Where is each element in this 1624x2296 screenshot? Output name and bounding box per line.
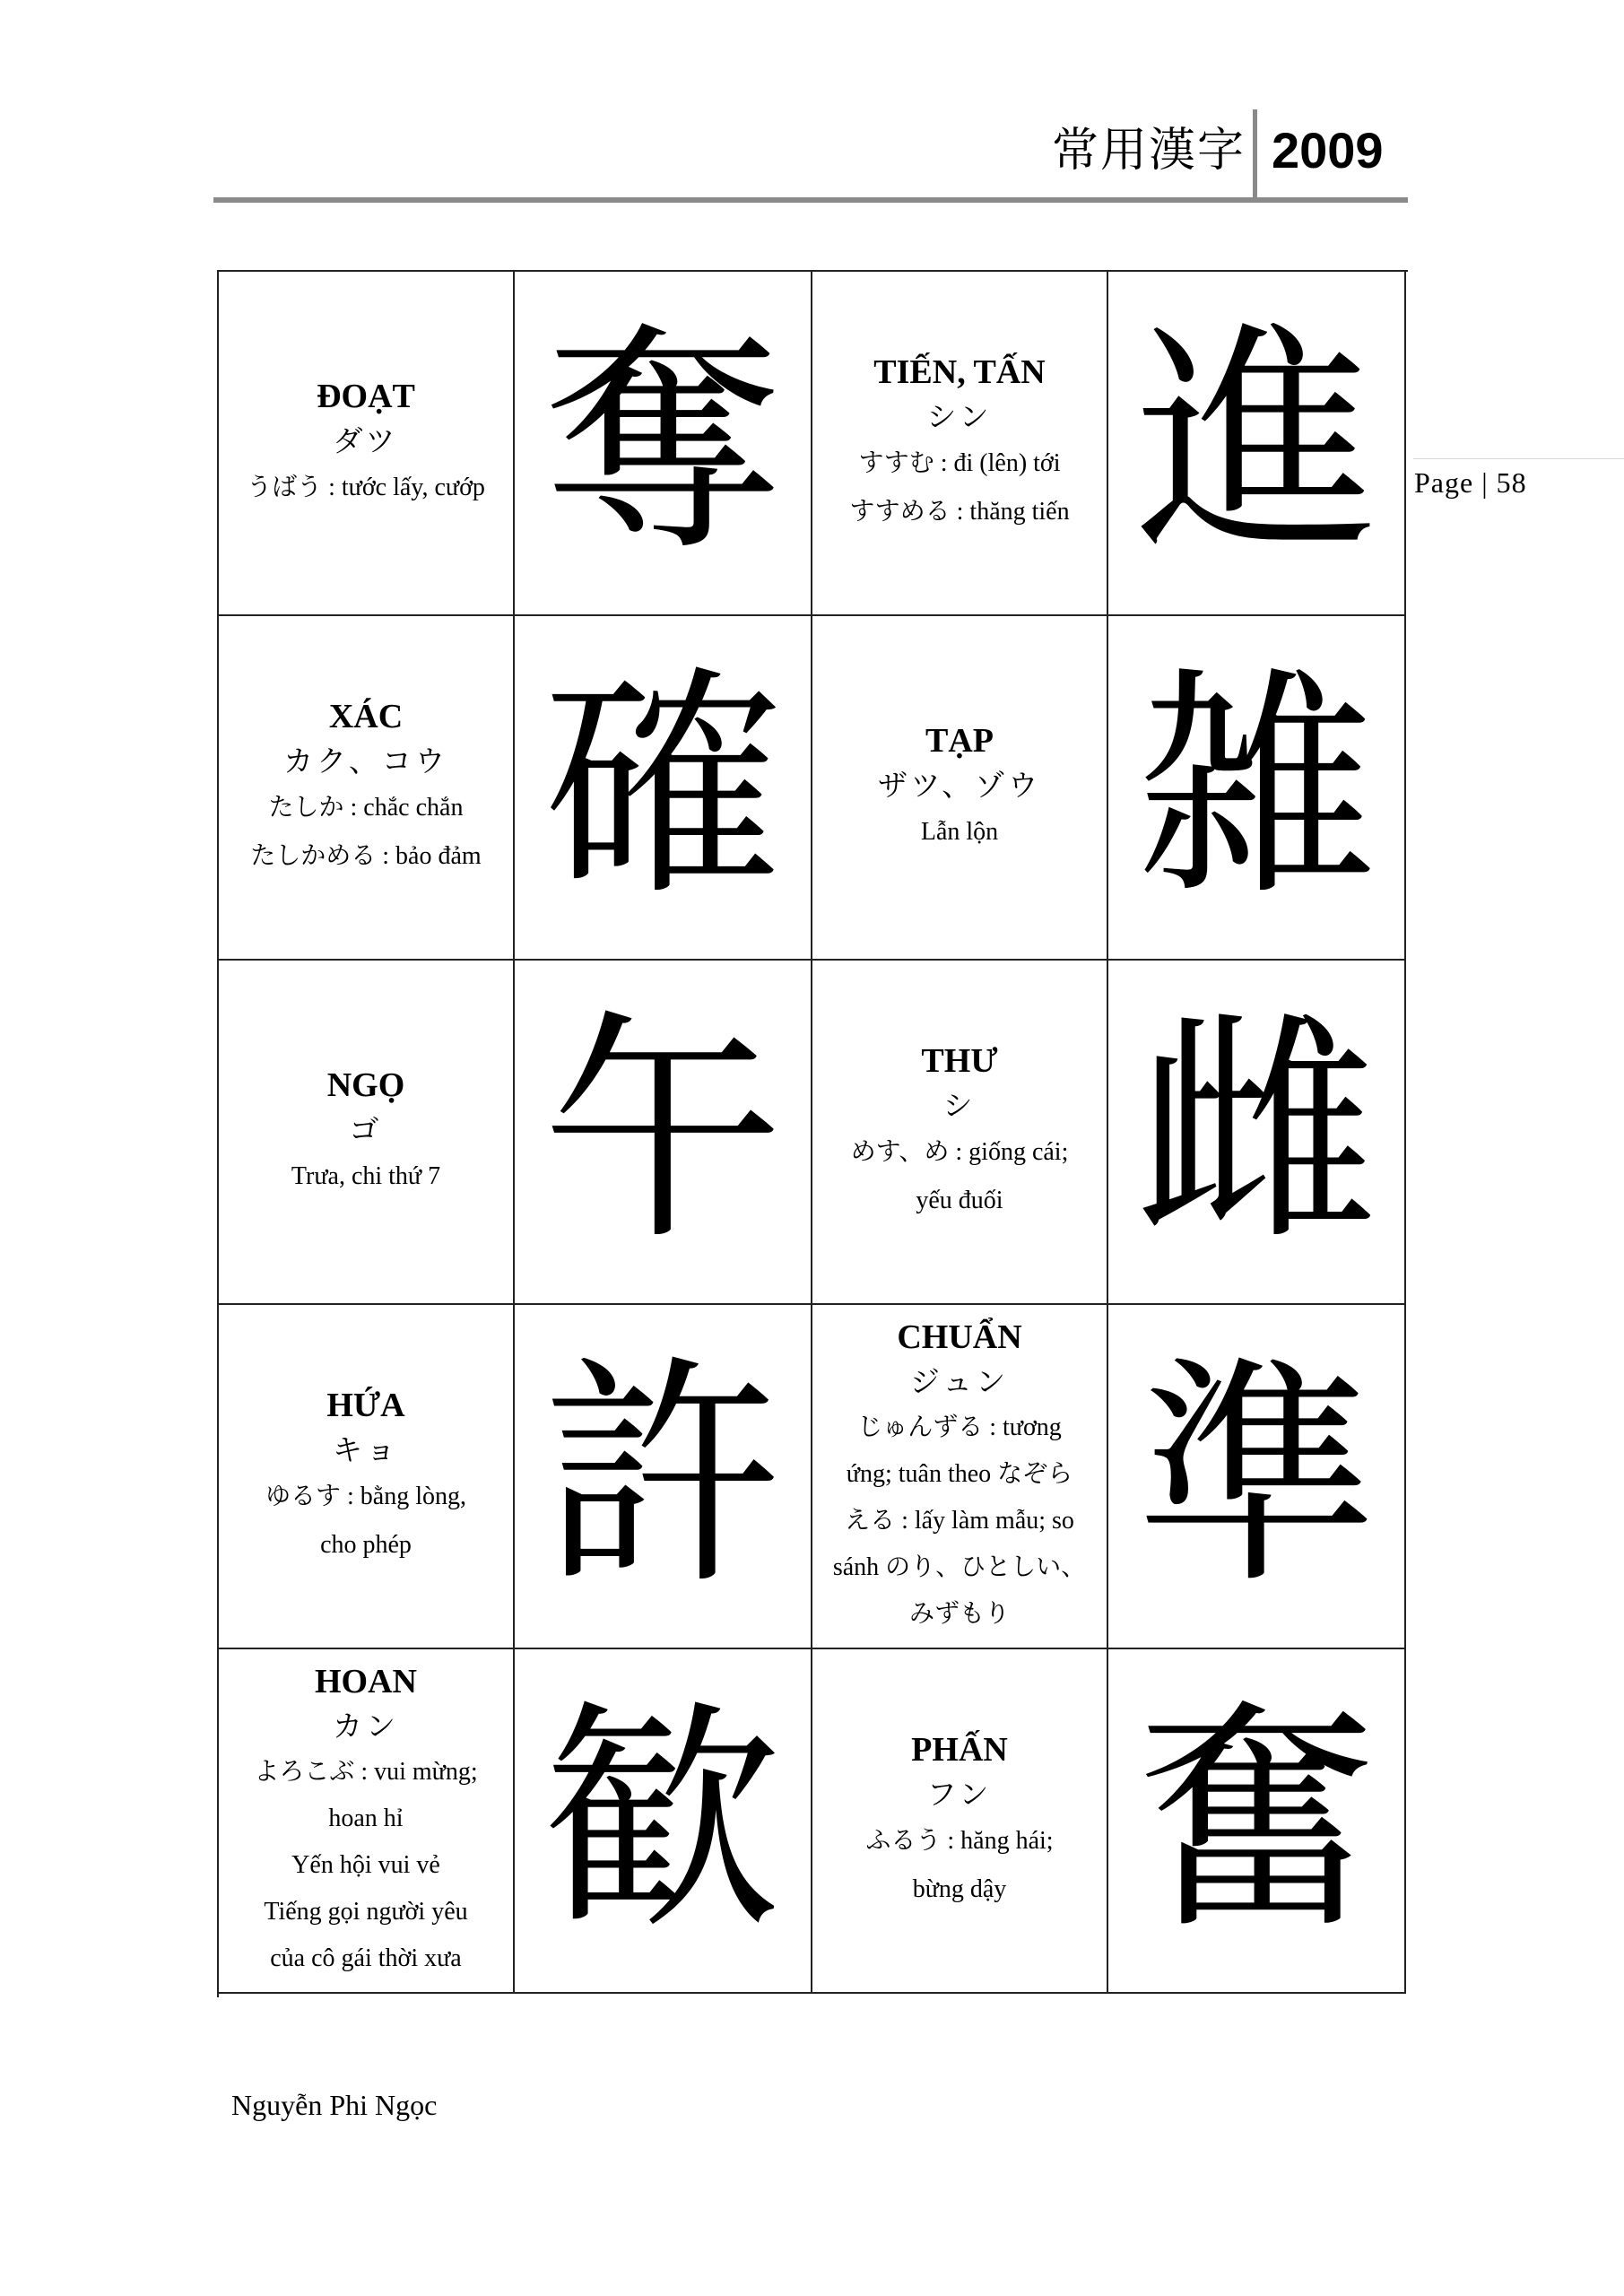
kun-reading-meaning: Trưa, chi thứ 7	[291, 1162, 441, 1190]
kanji-character-cell	[515, 961, 812, 1305]
on-reading: キョ	[333, 1432, 399, 1467]
kun-reading-meaning: じゅんずる : tương ứng; tuân theo なぞら える : lấy làm mẫu; so sánh のり、ひとしい、 みずもり	[832, 1413, 1087, 1628]
kanji-character-cell	[1108, 1649, 1406, 1994]
sino-vietnamese-reading: HOAN	[315, 1663, 417, 1700]
kanji-info-cell	[812, 272, 1108, 616]
sino-vietnamese-reading: PHẤN	[911, 1731, 1008, 1769]
kanji-character-cell	[515, 272, 812, 616]
kanji-character: 準	[1135, 1335, 1377, 1617]
page-header	[0, 0, 1624, 206]
kanji-info-cell	[219, 961, 515, 1305]
page-number-rule	[1413, 458, 1624, 459]
kanji-character: 進	[1135, 301, 1377, 584]
header-title: 常用漢字	[1051, 124, 1246, 178]
footer-author: Nguyễn Phi Ngọc	[231, 2089, 438, 2121]
page-number: Page | 58	[1414, 466, 1527, 499]
on-reading: フン	[926, 1777, 993, 1812]
kun-reading-meaning: よろこぶ : vui mừng; hoan hỉ Yến hội vui vẻ Tiếng gọi người yêu của cô gái thời xưa	[254, 1758, 478, 1972]
on-reading: ゴ	[349, 1112, 383, 1147]
kanji-info-cell	[219, 1305, 515, 1649]
kanji-info-cell	[219, 616, 515, 961]
kanji-character-cell	[1108, 616, 1406, 961]
kanji-info-cell	[812, 1649, 1108, 1994]
sino-vietnamese-reading: ĐOẠT	[317, 378, 415, 415]
kanji-character: 確	[542, 646, 784, 928]
kanji-character-cell	[515, 616, 812, 961]
on-reading: シン	[926, 399, 993, 434]
kanji-info-cell	[812, 616, 1108, 961]
kanji-character: 奮	[1135, 1679, 1377, 1961]
kanji-character: 雌	[1135, 990, 1377, 1273]
kanji-character: 午	[542, 990, 784, 1273]
sino-vietnamese-reading: TIẾN, TẤN	[873, 353, 1046, 391]
sino-vietnamese-reading: TẠP	[925, 722, 994, 760]
kanji-character-cell	[1108, 961, 1406, 1305]
kanji-character: 雑	[1135, 646, 1377, 928]
kun-reading-meaning: たしか : chắc chắn たしかめる : bảo đảm	[250, 794, 482, 870]
kanji-character: 奪	[542, 301, 784, 584]
kanji-info-cell	[219, 1649, 515, 1994]
kun-reading-meaning: ふるう : hăng hái; bừng dậy	[865, 1827, 1054, 1903]
header-rule	[213, 197, 1408, 203]
kanji-character-cell	[1108, 272, 1406, 616]
kanji-info-cell	[812, 961, 1108, 1305]
sino-vietnamese-reading: NGỌ	[326, 1066, 405, 1104]
kanji-card-grid	[217, 270, 1408, 1997]
header-separator	[1253, 109, 1257, 199]
on-reading: カク、コウ	[283, 744, 448, 778]
on-reading: シ	[942, 1088, 977, 1123]
on-reading: ジュン	[909, 1364, 1010, 1399]
kanji-character-cell	[515, 1649, 812, 1994]
on-reading: ザツ、ゾウ	[877, 768, 1042, 803]
header-year: 2009	[1272, 122, 1384, 178]
kun-reading-meaning: すすむ : đi (lên) tới すすめる : thăng tiến	[849, 449, 1070, 526]
kun-reading-meaning: ゆるす : bằng lòng, cho phép	[265, 1483, 466, 1559]
kanji-character-cell	[515, 1305, 812, 1649]
on-reading: ダツ	[333, 423, 399, 458]
sino-vietnamese-reading: XÁC	[328, 698, 404, 735]
sino-vietnamese-reading: CHUẨN	[897, 1318, 1022, 1356]
kun-reading-meaning: Lẫn lộn	[920, 818, 999, 846]
kun-reading-meaning: めす、め : giống cái; yếu đuối	[850, 1138, 1069, 1214]
kanji-character: 歓	[542, 1679, 784, 1961]
sino-vietnamese-reading: HỨA	[326, 1387, 405, 1424]
kanji-character-cell	[1108, 1305, 1406, 1649]
kanji-info-cell	[219, 272, 515, 616]
kanji-info-cell	[812, 1305, 1108, 1649]
on-reading: カン	[333, 1709, 399, 1744]
kanji-character: 許	[542, 1335, 784, 1617]
sino-vietnamese-reading: THƯ	[921, 1042, 998, 1080]
kun-reading-meaning: うばう : tước lấy, cướp	[247, 474, 485, 501]
